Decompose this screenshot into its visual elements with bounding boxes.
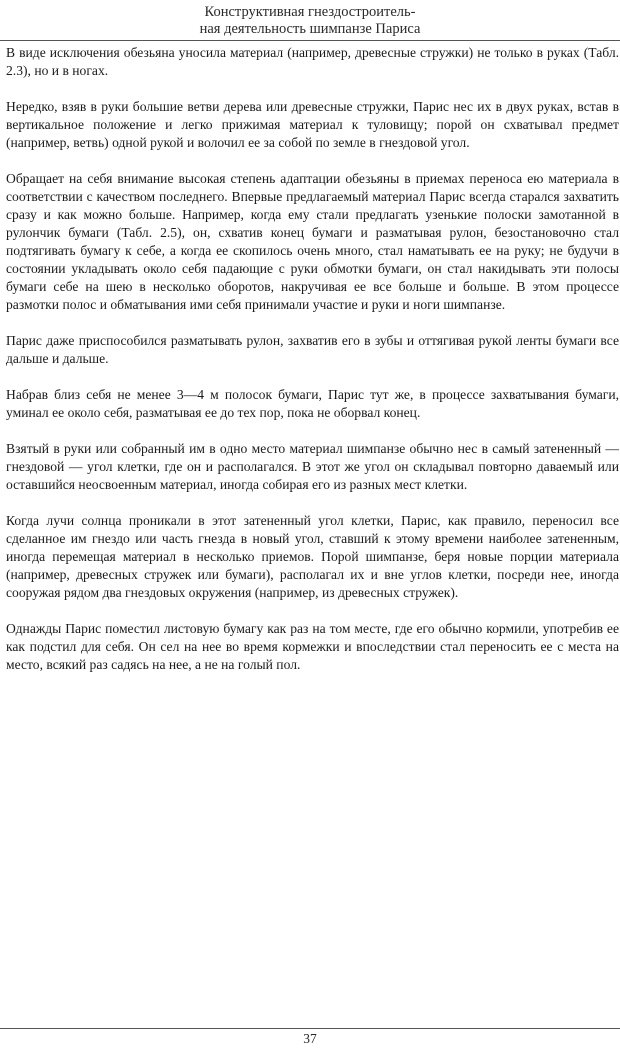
- paragraph-4: Парис даже приспособился разматывать рулон, захватив его в зубы и оттягивая рукой ленты бумаги все дальше и дальше.: [6, 333, 619, 366]
- header-rule: [0, 40, 620, 41]
- paragraph-3: Обращает на себя внимание высокая степень адаптации обезьяны в приемах переноса ею материала в соответствии с качеством последнего. Впервые предлагаемый материал Парис всегда старался захватить сразу и как можно больше. Например, когда ему стали предлагать узенькие полоски замотанной в рулончик бумаги (Табл. 2.5), он, схватив конец бумаги и разматывая рулон, безостановочно стал подтягивать бумагу к себе, а когда ее скопилось очень много, стал наматывать ее на руку; не будучи в состоянии укладывать около себя падающие с руки обмотки бумаги, он стал накидывать эти полосы бумаги себе на шею в несколько оборотов, накручивая ее все больше и больше. В этом процессе размотки полос и обматывания ими себя принимали участие и руки и ноги шимпанзе.: [6, 171, 619, 312]
- footer-rule: [0, 1028, 620, 1029]
- paragraph-2: Нередко, взяв в руки большие ветви дерева или древесные стружки, Парис нес их в двух руках, встав в вертикальное положение и легко прижимая материал к туловищу; порой он схватывал предмет (например, ветвь) одной рукой и волочил ее за собой по земле в гнездовой угол.: [6, 99, 619, 150]
- body-text: [6, 44, 619, 692]
- paragraph-5: Набрав близ себя не менее 3—4 м полосок бумаги, Парис тут же, в процессе захватывания бумаги, уминал ее около себя, разматывая ее до тех пор, пока не оборвал конец.: [6, 387, 619, 420]
- paragraph-7: Когда лучи солнца проникали в этот затененный угол клетки, Парис, как правило, переносил все сделанное им гнездо или часть гнезда в новый угол, ставший к этому времени наиболее затененным, иногда перемещая материал в несколько приемов. Порой шимпанзе, беря новые порции материала (например, древесных стружек или бумаги), располагал их и вне углов клетки, посреди нее, иногда сооружая рядом два гнездовых окружения (например, из древесных стружек).: [6, 513, 619, 600]
- paragraph-8: Однажды Парис поместил листовую бумагу как раз на том месте, где его обычно кормили, употребив ее как подстил для себя. Он сел на нее во время кормежки и впоследствии стал переносить ее с места на место, всякий раз садясь на нее, а не на голый пол.: [6, 621, 619, 672]
- paragraph-1: В виде исключения обезьяна уносила материал (например, древесные стружки) не только в руках (Табл. 2.3), но и в ногах.: [6, 45, 619, 78]
- running-header-line-2: ная деятельность шимпанзе Париса: [199, 21, 421, 37]
- running-header-line-1: Конструктивная гнездостроитель-: [204, 4, 416, 20]
- paragraph-6: Взятый в руки или собранный им в одно место материал шимпанзе обычно нес в самый затененный — гнездовой — угол клетки, где он и располагался. В этот же угол он складывал повторно даваемый или оставшийся неосвоенным материал, иногда собирая его из разных мест клетки.: [6, 441, 619, 492]
- page-number: 37: [303, 1031, 317, 1046]
- running-header: [0, 4, 620, 38]
